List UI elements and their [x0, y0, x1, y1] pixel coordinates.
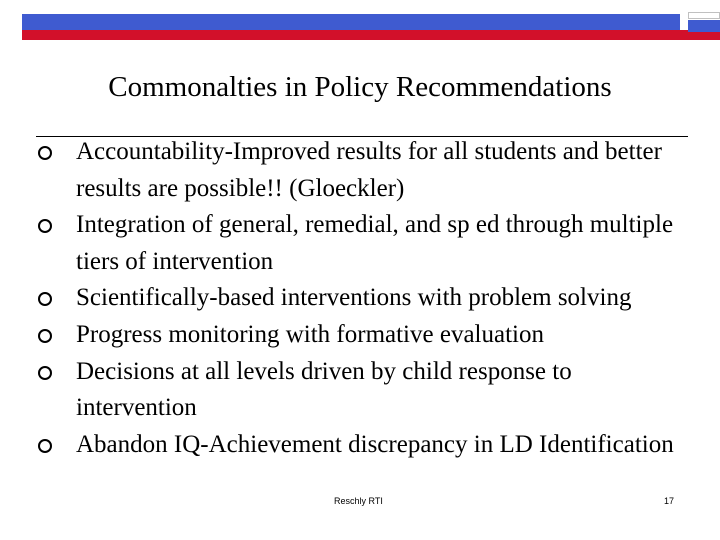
top-blue-bar: [22, 14, 680, 30]
bullet-text: Abandon IQ-Achievement discrepancy in LD Identification: [76, 430, 674, 458]
hollow-circle-icon: [38, 292, 52, 306]
bullet-item: [38, 427, 678, 464]
bullet-text: Progress monitoring with formative evaluation: [76, 320, 544, 348]
hollow-circle-icon: [38, 329, 52, 343]
bullet-text: Decisions at all levels driven by child response to intervention: [76, 357, 572, 422]
page-number: 17: [664, 496, 675, 506]
slide-title: Commonalties in Policy Recommendations: [108, 71, 612, 103]
corner-outline-square: [688, 12, 720, 19]
hollow-circle-icon: [38, 366, 52, 380]
bullet-text: Integration of general, remedial, and sp ed through multiple tiers of intervention: [76, 211, 674, 275]
bullet-item: [38, 134, 678, 207]
footer-label: Reschly RTI: [334, 496, 383, 506]
corner-blue-square: [688, 20, 720, 32]
hollow-circle-icon: [38, 439, 52, 453]
bullet-item: [38, 354, 678, 427]
hollow-circle-icon: [38, 219, 52, 233]
hollow-circle-icon: [38, 146, 52, 160]
bullet-text: Accountability-Improved results for all students and better results are possible!! (Gloeckler): [76, 138, 662, 202]
bullet-list: [38, 134, 678, 463]
bullet-item: [38, 207, 678, 280]
bullet-text: Scientifically-based interventions with problem solving: [76, 284, 632, 312]
bullet-item: [38, 280, 678, 317]
bullet-item: [38, 317, 678, 354]
corner-decoration: [688, 12, 720, 34]
top-red-bar: [22, 30, 720, 40]
